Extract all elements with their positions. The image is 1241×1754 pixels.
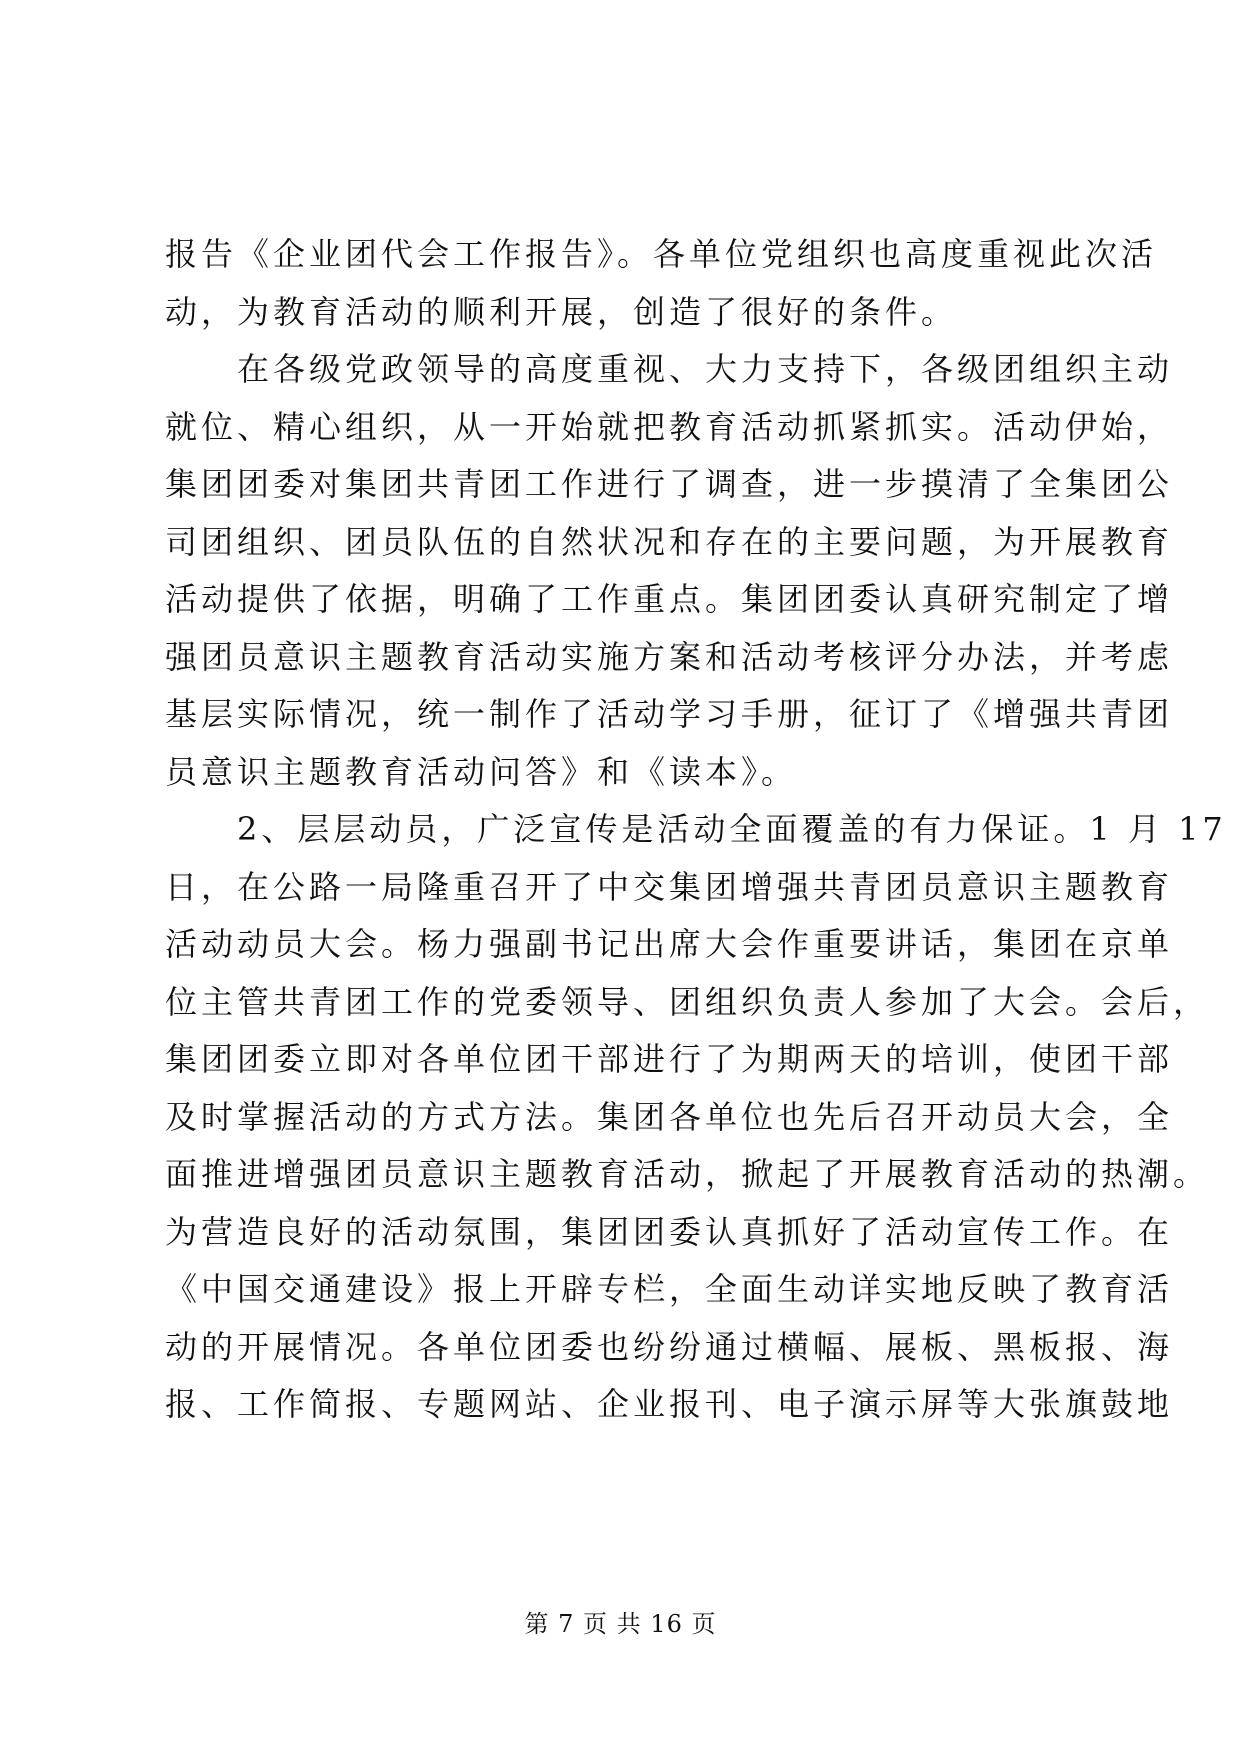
page-number-footer: 第 7 页 共 16 页 bbox=[524, 1610, 717, 1638]
body-line: 在各级党政领导的高度重视、大力支持下，各级团组织主动 bbox=[237, 350, 1174, 388]
body-line: 动的开展情况。各单位团委也纷纷通过横幅、展板、黑板报、海 bbox=[165, 1327, 1174, 1366]
body-line: 司团组织、团员队伍的自然状况和存在的主要问题，为开展教育 bbox=[165, 522, 1174, 561]
body-line: 日，在公路一局隆重召开了中交集团增强共青团员意识主题教育 bbox=[165, 867, 1174, 906]
body-line: 2、层层动员，广泛宣传是活动全面覆盖的有力保证。1 月 17 bbox=[237, 810, 1227, 848]
body-line: 活动提供了依据，明确了工作重点。集团团委认真研究制定了增 bbox=[165, 580, 1174, 618]
body-line: 面推进增强团员意识主题教育活动，掀起了开展教育活动的热潮。 bbox=[165, 1155, 1210, 1193]
body-line: 强团员意识主题教育活动实施方案和活动考核评分办法，并考虑 bbox=[165, 637, 1174, 676]
body-line: 就位、精心组织，从一开始就把教育活动抓紧抓实。活动伊始， bbox=[165, 407, 1174, 446]
body-line: 位主管共青团工作的党委领导、团组织负责人参加了大会。会后， bbox=[165, 982, 1210, 1021]
body-line: 活动动员大会。杨力强副书记出席大会作重要讲话，集团在京单 bbox=[165, 925, 1174, 963]
body-line: 及时掌握活动的方式方法。集团各单位也先后召开动员大会，全 bbox=[165, 1097, 1174, 1136]
body-line: 报告《企业团代会工作报告》。各单位党组织也高度重视此次活 bbox=[165, 235, 1158, 273]
body-line: 基层实际情况，统一制作了活动学习手册，征订了《增强共青团 bbox=[165, 695, 1174, 733]
body-line: 集团团委对集团共青团工作进行了调查，进一步摸清了全集团公 bbox=[165, 465, 1174, 503]
body-line: 《中国交通建设》报上开辟专栏，全面生动详实地反映了教育活 bbox=[165, 1270, 1174, 1308]
body-line: 员意识主题教育活动问答》和《读本》。 bbox=[165, 752, 798, 791]
body-line: 报、工作简报、专题网站、企业报刊、电子演示屏等大张旗鼓地 bbox=[165, 1385, 1174, 1423]
document-body bbox=[165, 226, 1227, 1434]
body-line: 为营造良好的活动氛围，集团团委认真抓好了活动宣传工作。在 bbox=[165, 1212, 1174, 1251]
body-line: 动，为教育活动的顺利开展，创造了很好的条件。 bbox=[165, 292, 958, 331]
body-line: 集团团委立即对各单位团干部进行了为期两天的培训，使团干部 bbox=[165, 1040, 1174, 1078]
